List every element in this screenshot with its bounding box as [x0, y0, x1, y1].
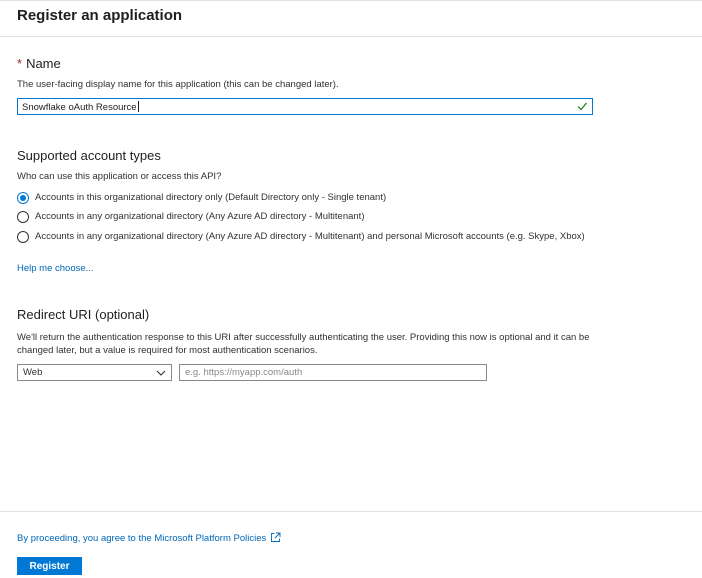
radio-selected-icon[interactable]	[17, 192, 29, 204]
register-button[interactable]: Register	[17, 557, 82, 575]
page-title: Register an application	[17, 7, 183, 24]
required-marker: *	[17, 56, 23, 71]
chevron-down-icon[interactable]	[155, 367, 167, 379]
text-caret	[138, 101, 139, 112]
account-types-title: Supported account types	[17, 148, 161, 163]
platform-policies-link[interactable]	[17, 532, 281, 544]
radio-icon[interactable]	[17, 211, 29, 223]
page-header	[0, 0, 702, 37]
name-input[interactable]	[17, 98, 593, 115]
footer-divider	[0, 511, 702, 512]
account-types-question: Who can use this application or access this API?	[17, 171, 222, 182]
redirect-description-line1: We'll return the authentication response to this URI after successfully authenticating the user. Providing this now is optional and it can be	[17, 332, 590, 343]
redirect-uri-title: Redirect URI (optional)	[17, 307, 150, 322]
name-input-value: Snowflake oAuth Resource	[22, 102, 137, 113]
name-label: Name	[26, 56, 61, 71]
platform-policies-text: By proceeding, you agree to the Microsoft Platform Policies	[17, 533, 267, 544]
account-type-option-label: Accounts in this organizational directory only (Default Directory only - Single tenant)	[35, 192, 387, 203]
name-section-title	[17, 56, 61, 71]
help-me-choose-link[interactable]: Help me choose...	[17, 263, 94, 274]
redirect-uri-input[interactable]	[179, 364, 487, 381]
name-description: The user-facing display name for this application (this can be changed later).	[17, 79, 339, 90]
radio-icon[interactable]	[17, 231, 29, 243]
redirect-description-line2: changed later, but a value is required for most authentication scenarios.	[17, 345, 318, 356]
platform-select[interactable]	[17, 364, 172, 381]
redirect-uri-description	[17, 331, 590, 357]
platform-select-value: Web	[23, 367, 43, 378]
account-type-option-label: Accounts in any organizational directory (Any Azure AD directory - Multitenant)	[35, 211, 365, 222]
account-type-option-label: Accounts in any organizational directory (Any Azure AD directory - Multitenant) and personal Microsoft accounts (e.g. Skype, Xbox)	[35, 231, 585, 242]
external-link-icon	[270, 532, 281, 543]
check-icon	[576, 99, 588, 113]
